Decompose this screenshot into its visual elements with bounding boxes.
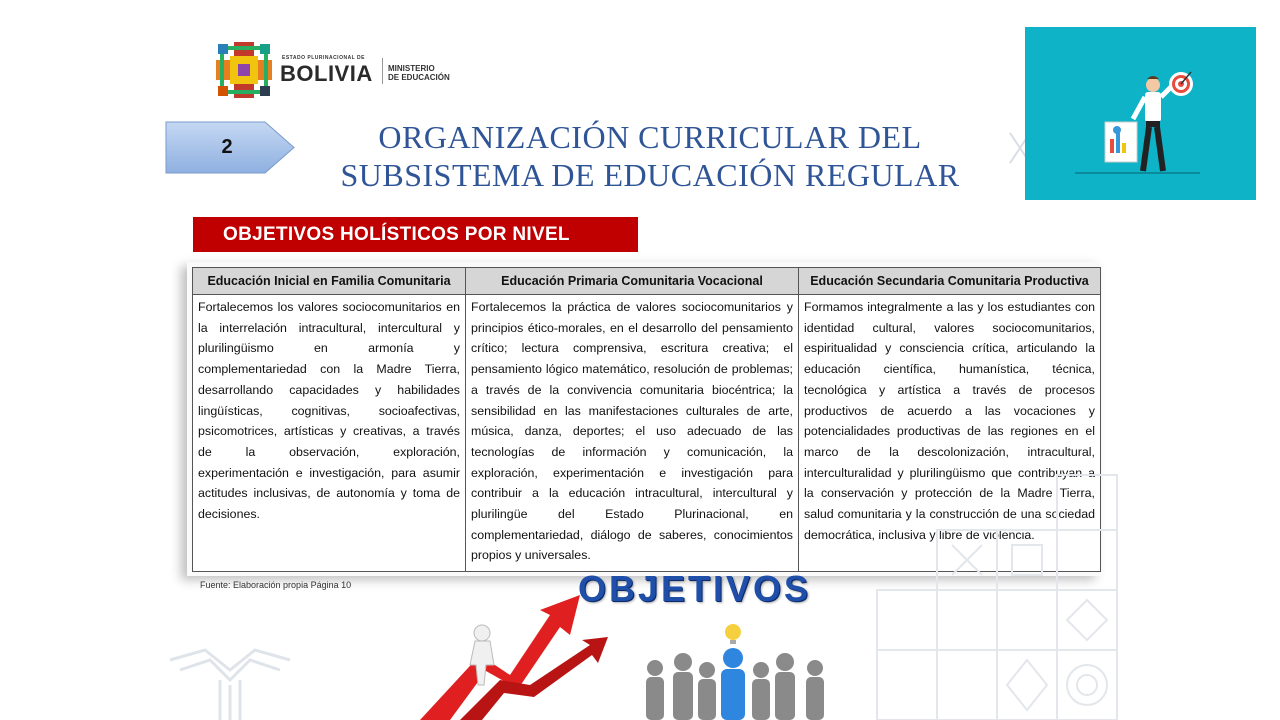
people-lightbulb-icon [635,620,845,720]
section-banner: OBJETIVOS HOLÍSTICOS POR NIVEL [193,217,638,252]
cell-primaria: Fortalecemos la práctica de valores sociocomunitarios y principios ético-morales, en el desarrollo del pensamiento crítico; lectura comprensiva, escritura creativa; el pensamiento lógico matemático, resolución de problemas; a través de la convivencia comunitaria biocéntrica; la sensibilidad en las manifestaciones culturales de arte, música, danza, deportes; el uso adecuado de las tecnologías de información y comunicación, la exploración, experimentación e investigación para contribuir a la educación intracultural, intercultural y plurilingüe del Estado Plurinacional, en complementariedad, diálogo de saberes, conocimientos propios y universales. [466,295,799,572]
header-primaria: Educación Primaria Comunitaria Vocacional [466,268,799,295]
businessman-target-icon [1025,27,1256,200]
cell-secundaria: Formamos integralmente a las y los estudiantes con identidad cultural, valores sociocomunitarios, espiritualidad y consciencia crítica, articulando la educación científica, humanística, técnica, tecnológica y artística a través de procesos productivos de acuerdo a las vocaciones y potencialidades productivas de las regiones en el marco de la descolonización, intracultural, interculturalidad y plurilingüismo que contribuyan a la conservación y protección de la Madre Tierra, salud comunitaria y la construcción de una sociedad democrática, inclusiva y libre de violencia. [799,295,1101,572]
andean-pattern-icon [872,470,1122,720]
logo-divider [382,58,383,84]
ministry-name [388,64,478,82]
logo-country-name: BOLIVIA [280,61,373,86]
title-line-2: SUBSISTEMA DE EDUCACIÓN REGULAR [340,157,960,193]
header-secundaria: Educación Secundaria Comunitaria Productiva [799,268,1101,295]
page-title [300,118,1000,194]
section-number-badge [165,121,295,174]
ministry-line-1: MINISTERIO [388,64,435,73]
bolivia-logo-icon [216,42,272,98]
businessman-illustration [1025,27,1256,200]
objetivos-graphic-text: OBJETIVOS [578,568,812,609]
section-number: 2 [221,136,233,158]
ministry-line-2: DE EDUCACIÓN [388,73,450,82]
table-header-row [193,268,1101,295]
source-caption: Fuente: Elaboración propia Página 10 [200,580,352,590]
header-inicial: Educación Inicial en Familia Comunitaria [193,268,466,295]
andean-ornament-icon [165,640,295,720]
cell-inicial: Fortalecemos los valores sociocomunitarios en la interrelación intracultural, intercultural y plurilingüismo en armonía y complementariedad con la Madre Tierra, desarrollando capacidades y habilidades lingüísticas, cognitivas, socioafectivas, psicomotrices, artísticas y creativas, a través de la observación, exploración, experimentación e investigación, para asumir actitudes inclusivas, de autonomía y toma de decisiones. [193,295,466,572]
logo-small-text: ESTADO PLURINACIONAL DE [282,55,365,61]
title-line-1: ORGANIZACIÓN CURRICULAR DEL [378,119,922,155]
ministry-logo [216,42,466,102]
